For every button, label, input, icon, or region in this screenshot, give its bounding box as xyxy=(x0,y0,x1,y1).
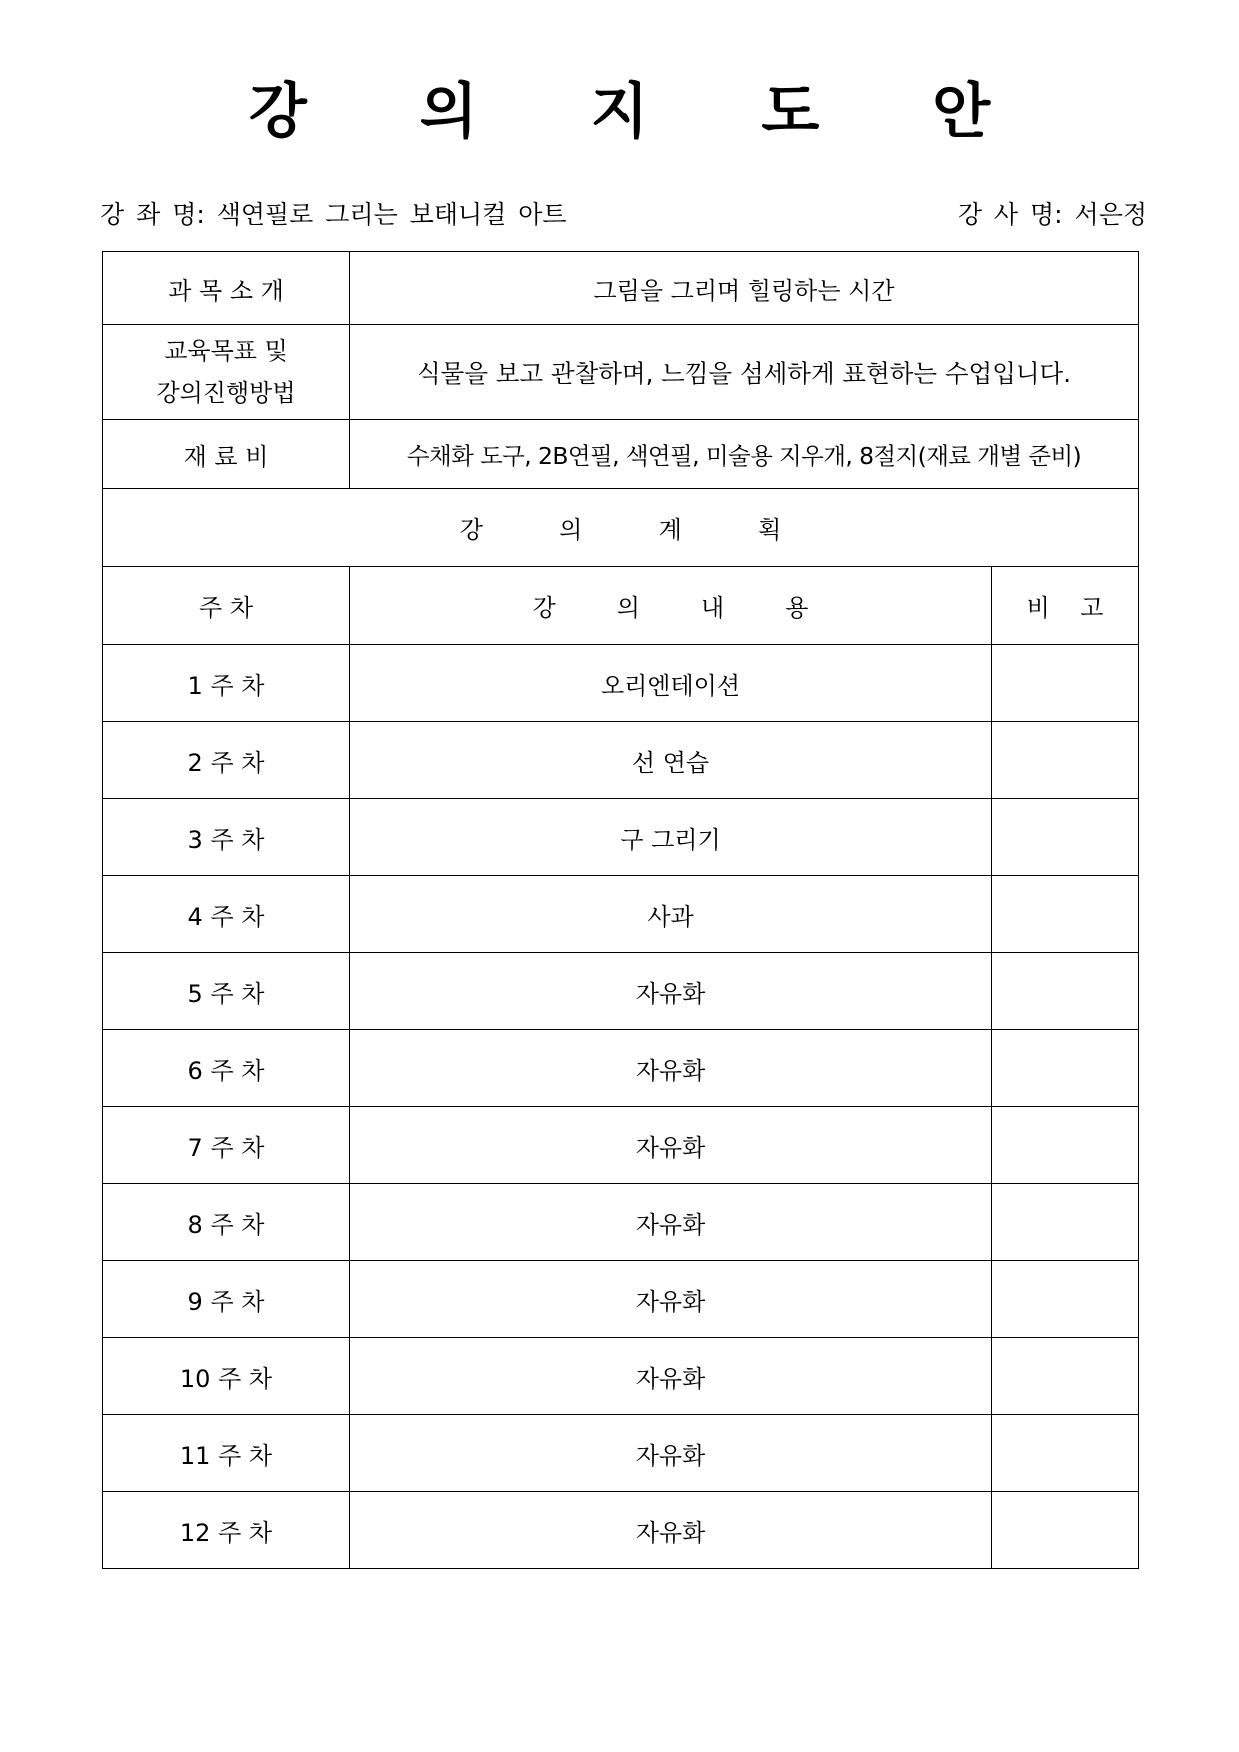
intro-label: 과 목 소 개 xyxy=(103,252,350,325)
week-row xyxy=(103,1184,1139,1261)
week-cell: 5 주 차 xyxy=(103,953,350,1030)
materials-label: 재 료 비 xyxy=(103,420,350,489)
week-row xyxy=(103,1338,1139,1415)
week-row xyxy=(103,1107,1139,1184)
note-cell xyxy=(992,953,1139,1030)
note-cell xyxy=(992,1030,1139,1107)
intro-value: 그림을 그리며 힐링하는 시간 xyxy=(350,252,1139,325)
week-cell: 4 주 차 xyxy=(103,876,350,953)
week-row xyxy=(103,1030,1139,1107)
content-header: 강 의 내 용 xyxy=(350,567,992,645)
instructor-label: 강 사 명: xyxy=(957,200,1063,229)
week-row xyxy=(103,876,1139,953)
content-cell: 사과 xyxy=(350,876,992,953)
week-header: 주 차 xyxy=(103,567,350,645)
plan-title-row xyxy=(103,489,1139,567)
materials-value: 수채화 도구, 2B연필, 색연필, 미술용 지우개, 8절지(재료 개별 준비) xyxy=(350,420,1139,489)
week-row xyxy=(103,1261,1139,1338)
week-cell: 6 주 차 xyxy=(103,1030,350,1107)
goal-row xyxy=(103,325,1139,420)
week-row xyxy=(103,1492,1139,1569)
note-cell xyxy=(992,1492,1139,1569)
content-cell: 선 연습 xyxy=(350,722,992,799)
content-cell: 자유화 xyxy=(350,1107,992,1184)
document-title: 강 의 지 도 안 xyxy=(248,77,1037,147)
content-cell: 자유화 xyxy=(350,1492,992,1569)
content-cell: 오리엔테이션 xyxy=(350,645,992,722)
note-header: 비 고 xyxy=(992,567,1139,645)
goal-value: 식물을 보고 관찰하며, 느낌을 섬세하게 표현하는 수업입니다. xyxy=(350,325,1139,420)
week-cell: 3 주 차 xyxy=(103,799,350,876)
instructor-name: 서은정 xyxy=(1074,200,1147,229)
instructor-info xyxy=(958,198,1147,232)
week-row xyxy=(103,799,1139,876)
goal-label-line1: 교육목표 및 xyxy=(164,337,288,365)
course-label: 강 좌 명: xyxy=(100,200,205,229)
week-row xyxy=(103,722,1139,799)
note-cell xyxy=(992,1415,1139,1492)
content-cell: 자유화 xyxy=(350,1338,992,1415)
note-cell xyxy=(992,876,1139,953)
note-cell xyxy=(992,1107,1139,1184)
week-cell: 10 주 차 xyxy=(103,1338,350,1415)
content-cell: 자유화 xyxy=(350,1261,992,1338)
goal-label-line2: 강의진행방법 xyxy=(156,379,296,407)
note-cell xyxy=(992,645,1139,722)
week-row xyxy=(103,645,1139,722)
content-cell: 자유화 xyxy=(350,1184,992,1261)
content-cell: 구 그리기 xyxy=(350,799,992,876)
note-cell xyxy=(992,799,1139,876)
course-info xyxy=(100,198,567,232)
plan-section-title: 강 의 계 획 xyxy=(103,489,1139,567)
week-cell: 9 주 차 xyxy=(103,1261,350,1338)
note-cell xyxy=(992,1338,1139,1415)
week-cell: 11 주 차 xyxy=(103,1415,350,1492)
week-cell: 7 주 차 xyxy=(103,1107,350,1184)
week-cell: 8 주 차 xyxy=(103,1184,350,1261)
week-row xyxy=(103,1415,1139,1492)
week-row xyxy=(103,953,1139,1030)
week-cell: 2 주 차 xyxy=(103,722,350,799)
course-name: 색연필로 그리는 보태니컬 아트 xyxy=(216,200,567,229)
note-cell xyxy=(992,1261,1139,1338)
lecture-plan-table xyxy=(102,251,1139,1569)
intro-row xyxy=(103,252,1139,325)
content-cell: 자유화 xyxy=(350,1030,992,1107)
note-cell xyxy=(992,1184,1139,1261)
goal-label xyxy=(103,325,350,420)
week-cell: 1 주 차 xyxy=(103,645,350,722)
content-cell: 자유화 xyxy=(350,953,992,1030)
week-cell: 12 주 차 xyxy=(103,1492,350,1569)
materials-row xyxy=(103,420,1139,489)
plan-header-row xyxy=(103,567,1139,645)
note-cell xyxy=(992,722,1139,799)
content-cell: 자유화 xyxy=(350,1415,992,1492)
